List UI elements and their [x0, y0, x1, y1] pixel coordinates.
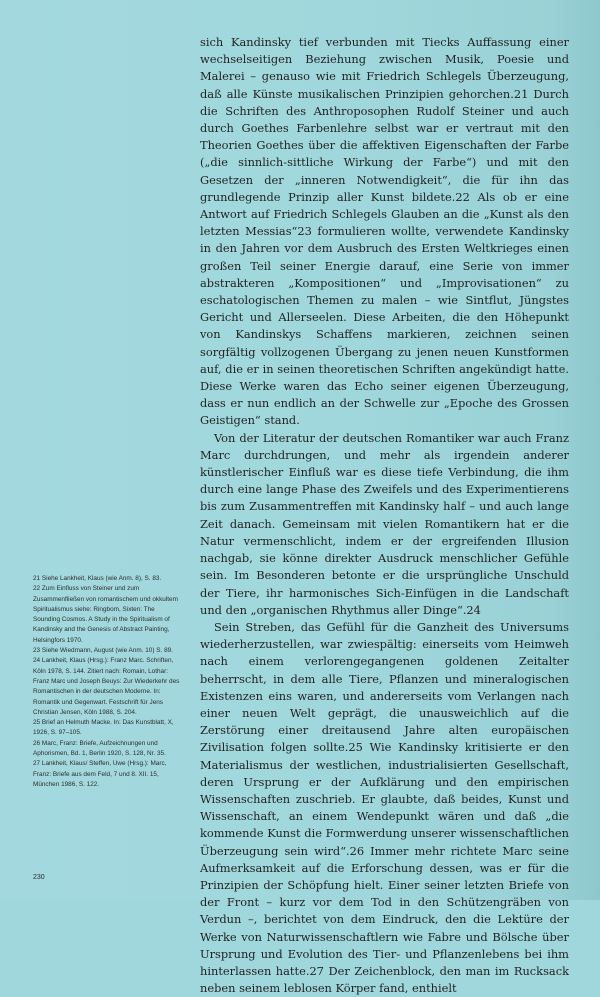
- footnote-25: 25 Brief an Helmuth Macke. In: Das Kunstblatt, X, 1926, S. 97–105.: [33, 719, 174, 737]
- footnote-23: 23 Siehe Wiedmann, August (wie Anm. 10) S. 89.: [33, 647, 173, 655]
- footnotes: [33, 574, 183, 790]
- footnote-21: 21 Siehe Lankheit, Klaus (wie Anm. 8), S. 83.: [33, 575, 162, 582]
- body-paragraph-1: sich Kandinsky tief verbunden mit Tiecks Auffassung einer wechselseitigen Beziehung zwischen Musik, Poesie und Malerei – genauso wie mit Friedrich Schlegels Überzeugung, daß alle Künste musikalischen Prinzipien gehorchen.21 Durch die Schriften des Anthroposophen Rudolf Steiner und auch durch Goethes Farbenlehre selbst war er vertraut mit den Theorien Goethes über die affektiven Eigenschaften der Farbe („die sinnlich-sittliche Wirkung der Farbe“) und mit den Gesetzen der „inneren Notwendigkeit“, die für ihn das grundlegende Prinzip aller Kunst bildete.22 Als ob er eine Antwort auf Friedrich Schlegels Glauben an die „Kunst als den letzten Messias“23 formulieren wollte, verwendete Kandinsky in den Jahren vor dem Ausbruch des Ersten Weltkrieges einen großen Teil seiner Energie darauf, eine Serie von immer abstrakteren „Kompositionen“ und „Improvisationen“ zu eschatologischen Themen zu malen – wie Sintflut, Jüngstes Gericht und Allerseelen. Diese Arbeiten, die den Höhepunkt von Kandinskys Schaffens markieren, zeichnen seinen sorgfältig vollzogenen Übergang zu jenen neuen Kunstformen auf, die er in seinen theoretischen Schriften angekündigt hatte. Diese Werke waren das Echo seiner eigenen Überzeugung, dass er nun endlich an der Schwelle zur „Epoche des Grossen Geistigen“ stand.: [200, 35, 569, 428]
- page-number: 230: [33, 874, 45, 881]
- main-text-column: [200, 34, 569, 997]
- footnote-27: 27 Lankheit, Klaus/ Steffen, Uwe (Hrsg.): Marc, Franz: Briefe aus dem Feld, 7 und 8. XII. 15, München 1986, S. 122.: [33, 760, 167, 788]
- footnote-22: 22 Zum Einfluss von Steiner und zum Zusammenfließen von romantischem und okkultem Spiritualismus siehe: Ringbom, Sixten: The Sounding Cosmos. A Study in the Spiritualism of Kandinsky and the Genesis of Abstract Painting, Helsingfors 1970.: [33, 585, 178, 644]
- footnote-24: 24 Lankheit, Klaus (Hrsg.): Franz Marc. Schriften, Köln 1978, S. 144. Zitiert nach: Romain, Lothar: Franz Marc und Joseph Beuys: Zur Wiederkehr des Romantischen in der deutschen Moderne. In: Romantik und Gegenwart. Festschrift für Jens Christian Jensen, Köln 1988, S. 204.: [33, 657, 180, 716]
- footnote-26: 26 Marc, Franz: Briefe, Aufzeichnungen und Aphorismen, Bd. 1, Berlin 1920, S. 128, Nr. 35.: [33, 739, 166, 758]
- body-paragraph-3: Sein Streben, das Gefühl für die Ganzheit des Universums wiederherzustellen, war zwiespältig: einerseits vom Heimweh nach einem verlorengegangenen goldenen Zeitalter beherrscht, in dem alle Tiere, Pflanzen und mineralogischen Existenzen eins waren, und andererseits vom Verlangen nach einer neuen Welt geprägt, die unausweichlich auf die Zerstörung einer dreitausend Jahre alten europäischen Zivilisation folgen sollte.25 Wie Kandinsky kritisierte er den Materialismus der westlichen, industrialisierten Gesellschaft, deren Ursprung er der Aufklärung und den empirischen Wissenschaften zuschrieb. Er glaubte, daß beides, Kunst und Wissenschaft, an einem Wendepunkt wären und daß „die kommende Kunst die Formwerdung unserer wissenschaftlichen Überzeugung sein wird“.26 Immer mehr richtete Marc seine Aufmerksamkeit auf die Erforschung dessen, was er für die Prinzipien der Schöpfung hielt. Einer seiner letzten Briefe von der Front – kurz vor dem Tod in den Schützengräben von Verdun –, berichtet von dem Eindruck, den die Lektüre der Werke von Naturwissenschaftlern wie Fabre und Bölsche über Ursprung und Evolution des Tier- und Pflanzenlebens bei ihm hinterlassen hatte.27 Der Zeichenblock, den man im Rucksack neben seinem leblosen Körper fand, enthielt: [200, 619, 569, 996]
- body-paragraph-2: Von der Literatur der deutschen Romantiker war auch Franz Marc durchdrungen, und mehr als irgendein anderer künstlerischer Einfluß war es diese tiefe Verbindung, die ihm durch eine lange Phase des Zweifels und des Experimentierens bis zum Zusammentreffen mit Kandinsky half – und auch lange Zeit danach. Gemeinsam mit vielen Romantikern hat er die Natur vermenschlicht, indem er der ergreifenden Illusion nachgab, sie könne direkter Ausdruck menschlicher Gefühle sein. Im Besonderen betonte er die ursprüngliche Unschuld der Tiere, ihr harmonisches Sich-Einfügen in die Landschaft und den „organischen Rhythmus aller Dinge“.24: [200, 430, 569, 617]
